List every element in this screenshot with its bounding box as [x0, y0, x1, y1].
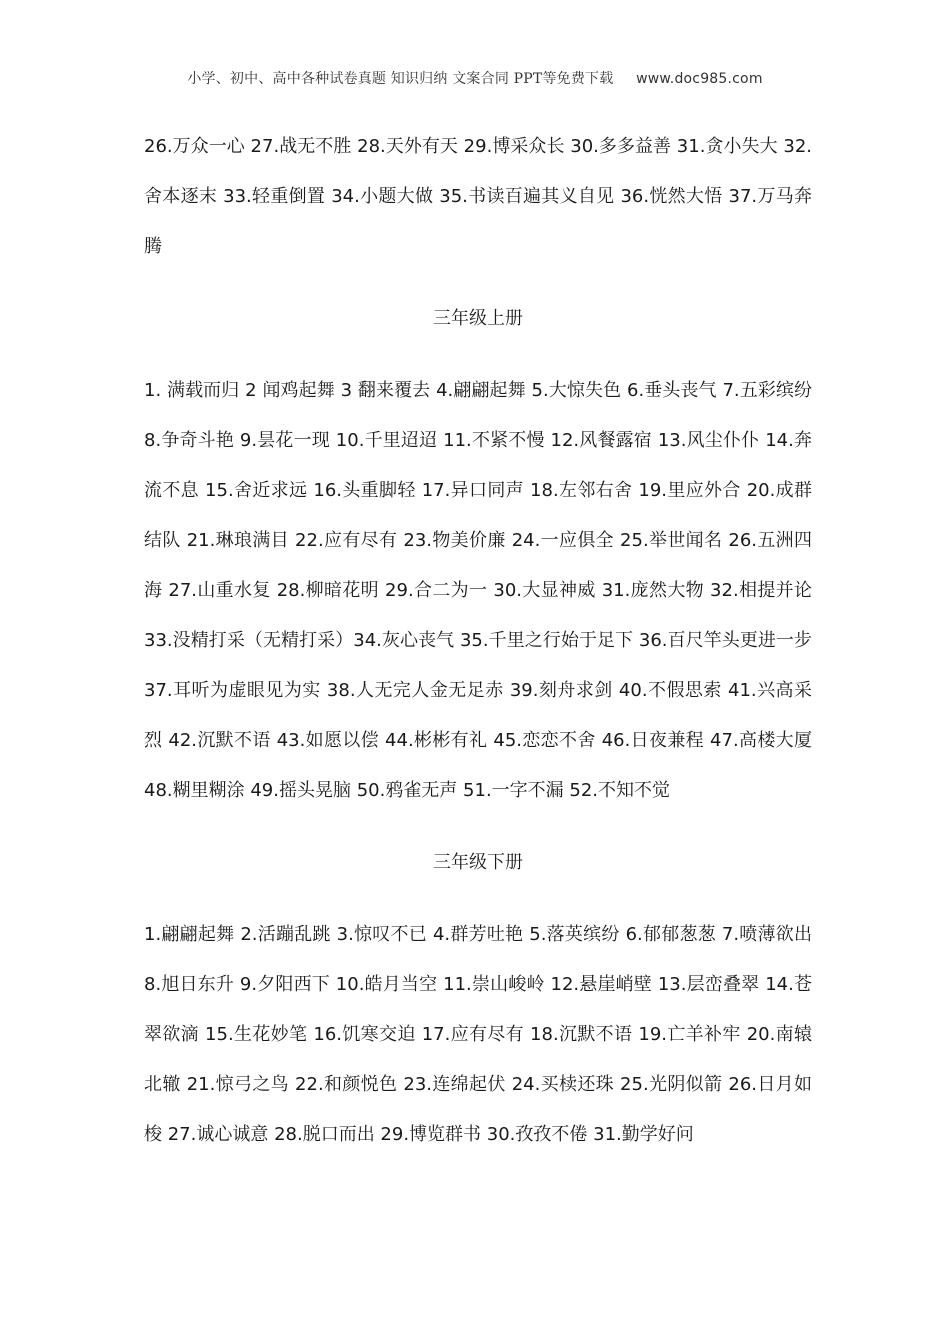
section-paragraph-grade3-vol2: 1.翩翩起舞 2.活蹦乱跳 3.惊叹不已 4.群芳吐艳 5.落英缤纷 6.郁郁葱葱 7.喷薄欲出 8.旭日东升 9.夕阳西下 10.皓月当空 11.崇山峻岭 12.悬崖峭壁 13.层峦叠翠 14.苍翠欲滴 15.生花妙笔 16.饥寒交迫 17.应有尽有 18.沉默不语 19.亡羊补牢 20.南辕北辙 21.惊弓之鸟 22.和颜悦色 23.连绵起伏 24.买椟还珠 25.光阴似箭 26.日月如梭 27.诚心诚意 28.脱口而出 29.博览群书 30.孜孜不倦 31.勤学好问: [144, 924, 812, 1145]
section-title-grade3-vol2: 三年级下册: [433, 852, 523, 873]
header-text: 小学、初中、高中各种试卷真题 知识归纳 文案合同 PPT等免费下载: [187, 71, 614, 87]
page-header: [0, 68, 950, 88]
intro-paragraph: 26.万众一心 27.战无不胜 28.天外有天 29.博采众长 30.多多益善 31.贪小失大 32.舍本逐末 33.轻重倒置 34.小题大做 35.书读百遍其义自见 36.恍然大悟 37.万马奔腾: [144, 136, 812, 257]
header-site[interactable]: www.doc985.com: [636, 71, 763, 87]
section-paragraph-grade3-vol1: 1. 满载而归 2 闻鸡起舞 3 翻来覆去 4.翩翩起舞 5.大惊失色 6.垂头丧气 7.五彩缤纷 8.争奇斗艳 9.昙花一现 10.千里迢迢 11.不紧不慢 12.风餐露宿 13.风尘仆仆 14.奔流不息 15.舍近求远 16.头重脚轻 17.异口同声 18.左邻右舍 19.里应外合 20.成群结队 21.琳琅满目 22.应有尽有 23.物美价廉 24.一应俱全 25.举世闻名 26.五洲四海 27.山重水复 28.柳暗花明 29.合二为一 30.大显神威 31.庞然大物 32.相提并论 33.没精打采（无精打采）34.灰心丧气 35.千里之行始于足下 36.百尺竿头更进一步 37.耳听为虚眼见为实 38.人无完人金无足赤 39.刻舟求剑 40.不假思索 41.兴高采烈 42.沉默不语 43.如愿以偿 44.彬彬有礼 45.恋恋不舍 46.日夜兼程 47.高楼大厦 48.糊里糊涂 49.摇头晃脑 50.鸦雀无声 51.一字不漏 52.不知不觉: [144, 380, 812, 801]
document-body: [144, 122, 812, 1160]
section-title-grade3-vol1: 三年级上册: [433, 308, 523, 329]
